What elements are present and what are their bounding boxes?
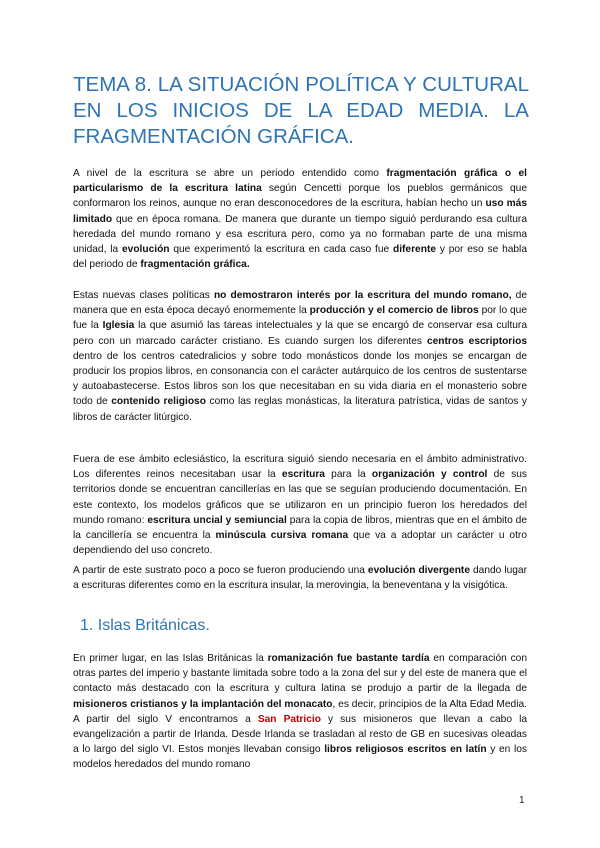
page-title: TEMA 8. LA SITUACIÓN POLÍTICA Y CULTURAL EN LOS INICIOS DE LA EDAD MEDIA. LA FRAGMENTACIÓN GRÁFICA. [73,73,529,148]
bold-term: fragmentación gráfica. [140,259,250,271]
bold-term: evolución [121,244,170,256]
text-run: como las reglas monásticas, la literatura patrística, vidas de santos y libros de carácter litúrgico. [73,396,527,423]
paragraph-fragmentacion [73,166,527,272]
bold-term: minúscula cursiva romana [215,530,349,542]
bold-term: Iglesia [102,320,135,332]
text-run: por lo que fue la [73,305,527,332]
text-run: , es decir, principios de la Alta Edad Media. A partir del siglo V encontramos a [73,698,527,725]
text-run: que experimentó la escritura en cada caso fue [169,244,393,256]
text-run: y en los modelos heredados del mundo romano [73,744,527,771]
text-run: Estas nuevas clases políticas [73,290,214,301]
bold-term: contenido religioso [111,396,206,408]
bold-term: evolución divergente [367,565,470,576]
paragraph-islas-britanicas [73,651,527,773]
text-run: En primer lugar, en las Islas Británicas la [73,653,268,664]
bold-term: centros escriptorios [426,335,527,347]
paragraph-evolucion-divergente [73,563,527,593]
bold-term: libros religiosos escritos en latín [324,744,487,756]
text-run: para la [324,469,372,481]
bold-term: fragmentación gráfica o el particularismo de la escritura latina [73,168,528,195]
paragraph-clases-politicas [73,288,527,425]
bold-term: producción y el comercio de libros [309,305,479,317]
bold-term: uso más limitado [73,198,527,225]
text-run: y sus misioneros que llevan a cabo la evangelización a partir de Irlanda. Desde Irlanda se trasladan al resto de GB en sucesivas oleadas a lo largo del siglo VI. Estos monjes llevaban consigo [73,713,527,756]
paragraph-ambito-administrativo [73,452,527,558]
bold-term: organización y control [371,469,488,481]
text-run: que va a adoptar un carácter u otro dependiendo del uso concreto. [73,530,527,557]
page-number: 1 [519,795,525,806]
bold-term: escritura uncial y semiuncial [147,514,287,526]
text-run: Fuera de ese ámbito eclesiástico, la escritura siguió siendo necesaria en el ámbito administrativo. Los diferentes reinos necesitaban usar la [73,454,527,481]
text-run: en comparación con otras partes del imperio y bastante limitada sobre todo a la zona del sur y del este de manera que el contacto más destacado con la escritura y cultura latina se produjo a partir de la llegada de [73,653,527,695]
section-heading: 1. Islas Británicas. [80,617,210,634]
text-run: según Cencetti porque los pueblos germánicos que conformaron los reinos, aunque no eran desconocedores de la escritura, habían hecho un [73,183,527,210]
bold-term: escritura [281,469,325,481]
highlight-name: San Patricio [257,713,321,725]
text-run: y por eso se habla del periodo de [73,244,527,271]
text-run: de manera que en esta época decayó enormemente la [73,290,527,317]
text-run: que en época romana. De manera que durante un tiempo siguió perdurando esa cultura heredada del mundo romano y esa escritura pero, como ya no formaban parte de una misma unidad, la [73,213,527,256]
text-run: dando lugar a escrituras diferentes como en la escritura insular, la merovingia, la beneventana y la visigótica. [73,565,527,592]
text-run: A partir de este sustrato poco a poco se fueron produciendo una [73,565,368,576]
bold-term: diferente [392,244,437,256]
text-run: dentro de los centros catedralicios y sobre todo monásticos donde los monjes se encargan de producir los propios libros, en consonancia con el carácter autárquico de los centros de sustentarse y autoabastecerse. Estos libros son los que necesitaban en su vida diaria en el monasterio sobre todo de [73,350,527,408]
text-run: para la copia de libros, mientras que en el ámbito de la cancillería se encuentra la [73,514,528,542]
bold-term: romanización fue bastante tardía [267,653,430,664]
text-run: de sus territorios donde se encuentran cancillerías en las que se seguían produciendo documentación. En este contexto, los modelos gráficos que se utilizaron en un principio fueron los heredados del mundo romano: [73,469,527,526]
text-run: A nivel de la escritura se abre un periodo entendido como [73,168,387,179]
bold-term: misioneros cristianos y la implantación del monacato [73,698,333,710]
text-run: la que asumió las tareas intelectuales y la que se encargó de conservar esa cultura pero con un marcado carácter cristiano. Es cuando surgen los diferentes [73,320,527,347]
bold-term: no demostraron interés por la escritura del mundo romano, [213,290,512,301]
